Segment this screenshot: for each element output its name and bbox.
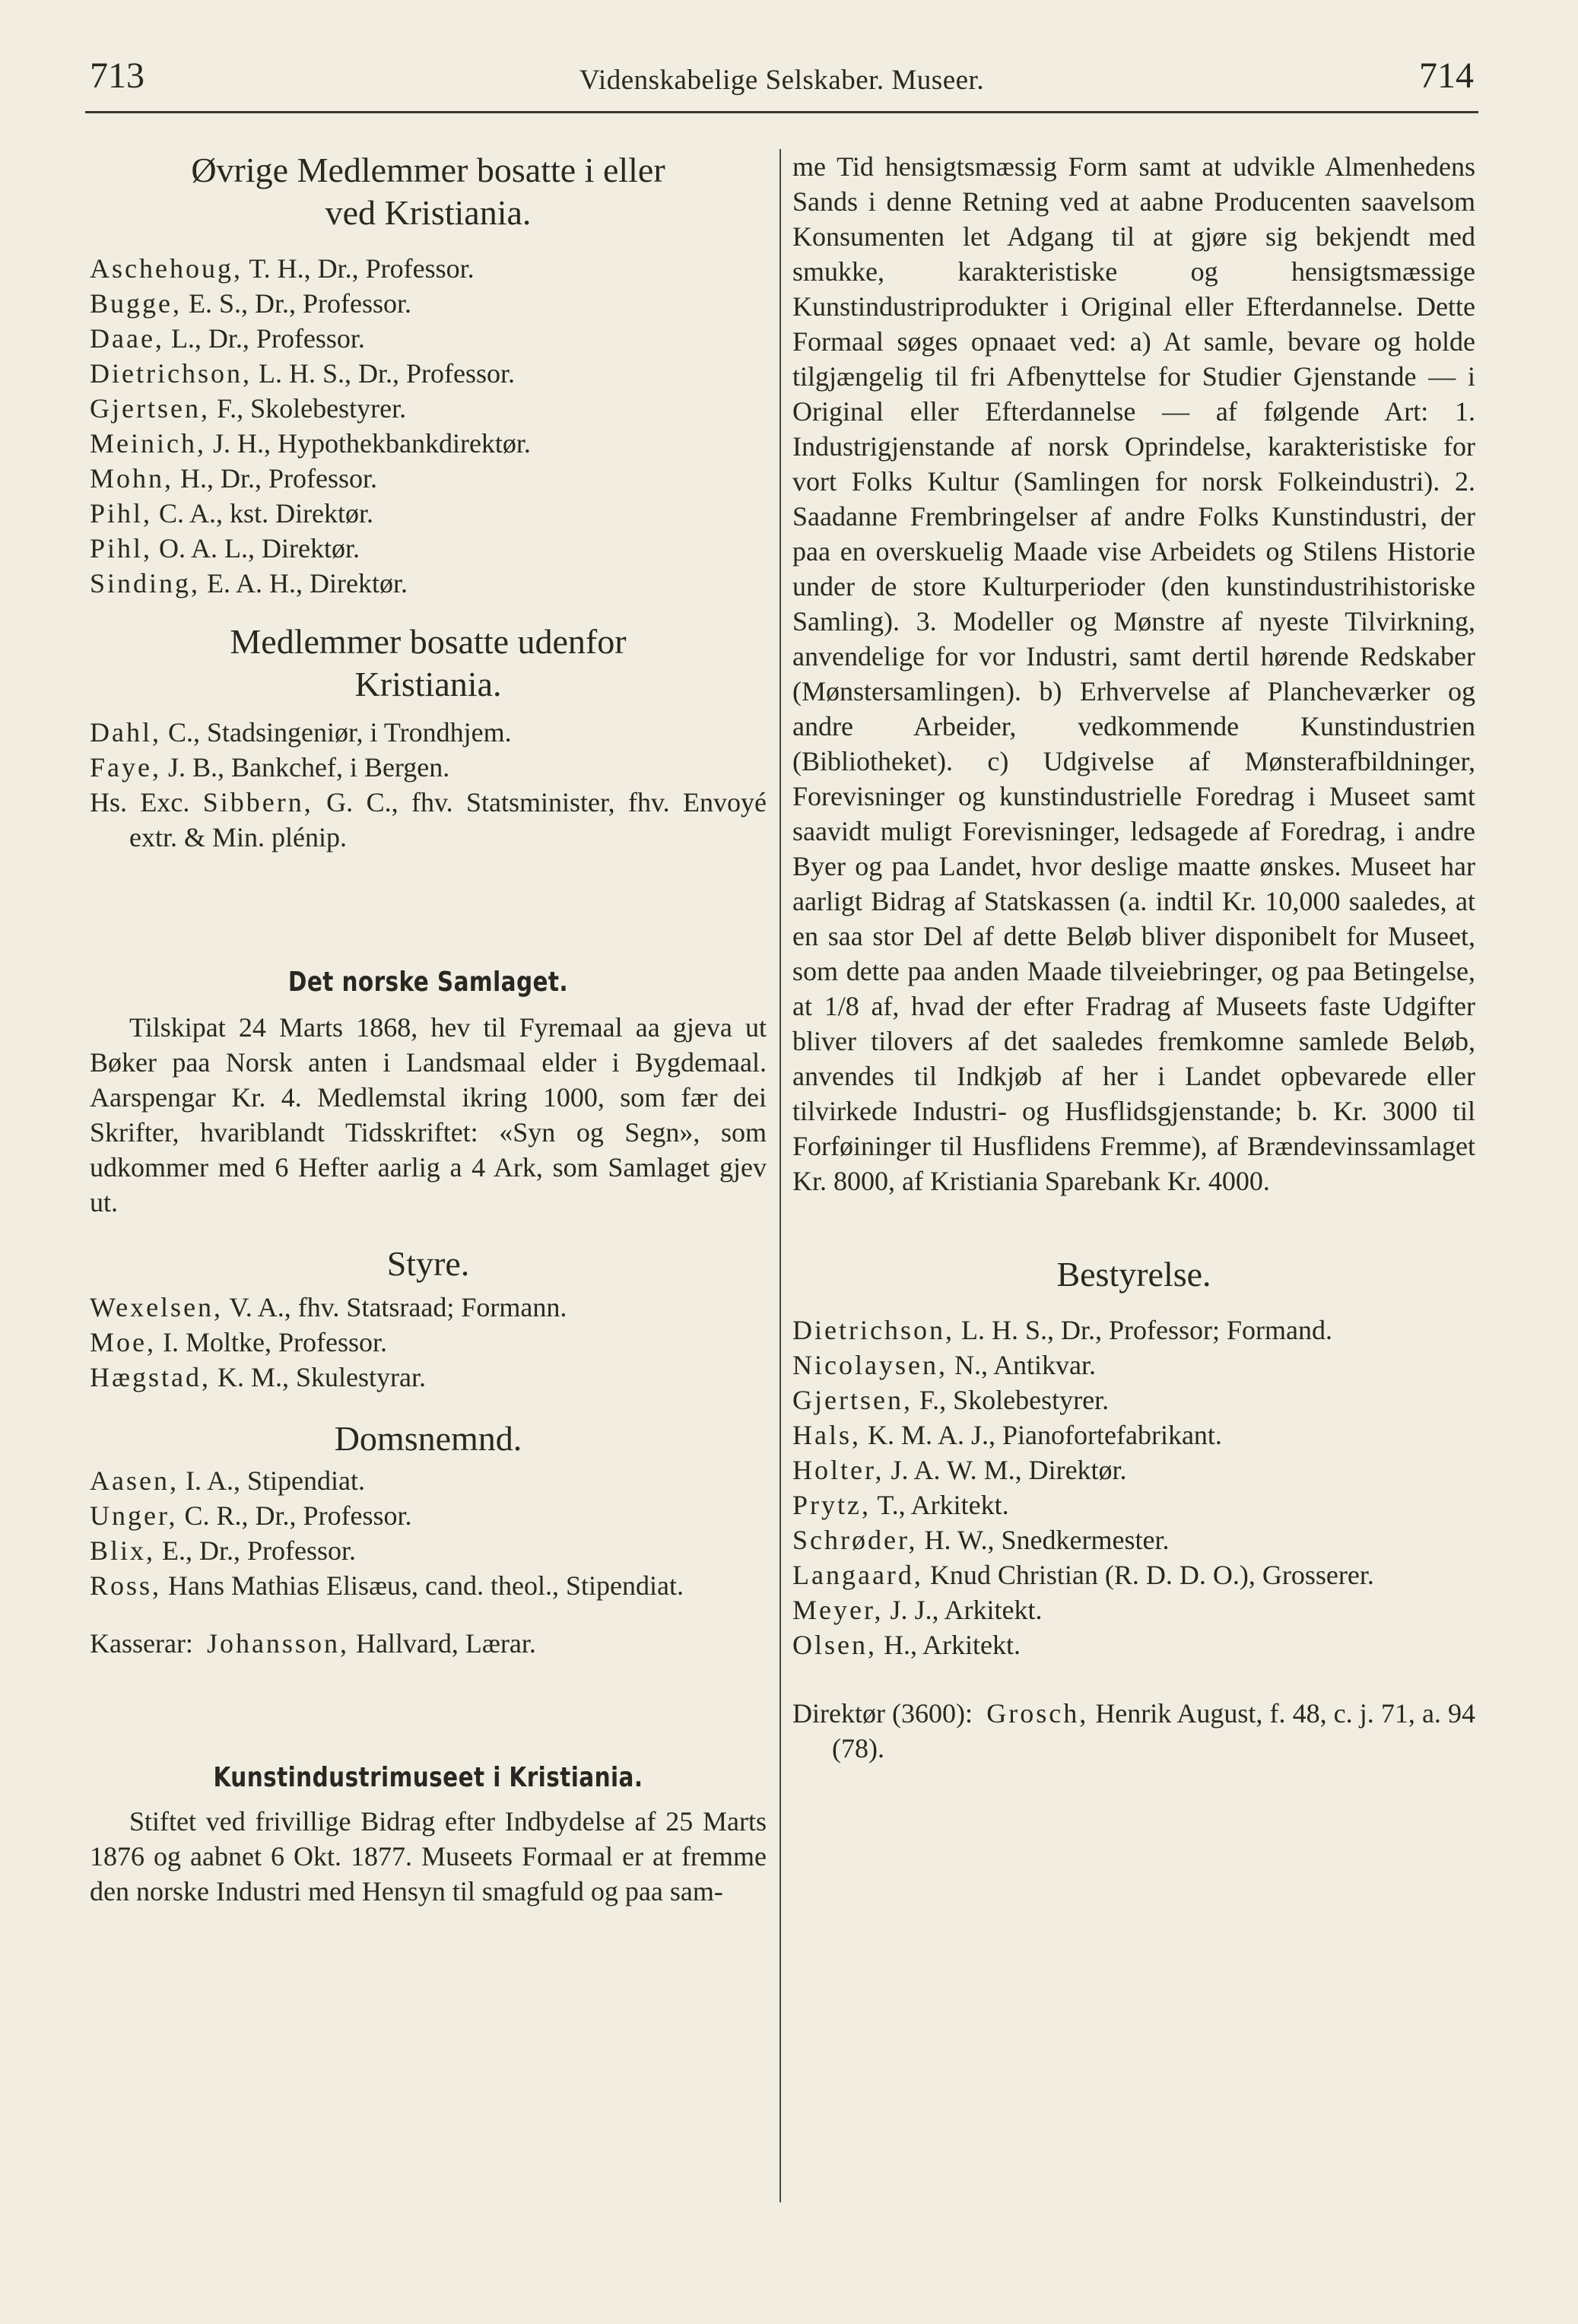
- entry-surname: Holter,: [792, 1455, 884, 1485]
- entry-prefix: Hs. Exc.: [90, 787, 203, 818]
- entry-surname: Bugge,: [90, 288, 182, 319]
- entry-surname: Sibbern,: [202, 787, 313, 818]
- members-kristiania-list: [90, 251, 767, 601]
- kasserar-name: Johansson,: [206, 1628, 349, 1659]
- domsnemnd-list: [90, 1463, 767, 1603]
- domsnemnd-entry: [90, 1463, 767, 1498]
- domsnemnd-entry: [90, 1533, 767, 1568]
- entry-details: J. B., Bankchef, i Bergen.: [160, 752, 450, 783]
- entry-details: I. Moltke, Professor.: [156, 1327, 387, 1357]
- entry-details: L. H. S., Dr., Professor; Formand.: [954, 1315, 1332, 1345]
- styre-entry: [90, 1360, 767, 1395]
- section-title-museum: Kunstindustrimuseet i Kristiania.: [213, 1762, 643, 1793]
- entry-details: L., Dr., Professor.: [164, 323, 365, 354]
- entry-details: E. A. H., Direktør.: [200, 568, 408, 598]
- bestyrelse-entry: [792, 1557, 1475, 1592]
- member-entry: [90, 750, 767, 785]
- entry-surname: Pihl,: [90, 533, 153, 564]
- entry-surname: Olsen,: [792, 1630, 877, 1660]
- right-column: [792, 149, 1475, 1766]
- entry-surname: Aschehoug,: [90, 253, 243, 284]
- entry-surname: Ross,: [90, 1570, 162, 1601]
- entry-details: J. J., Arkitekt.: [883, 1595, 1043, 1625]
- member-entry: [90, 356, 767, 391]
- entry-details: L. H. S., Dr., Professor.: [251, 358, 515, 389]
- member-entry: [90, 251, 767, 286]
- entry-details: C., Stadsingeniør, i Trondhjem.: [160, 717, 512, 748]
- entry-details: T. H., Dr., Professor.: [242, 253, 475, 284]
- entry-details: T., Arkitekt.: [871, 1490, 1009, 1520]
- entry-surname: Schrøder,: [792, 1525, 918, 1555]
- entry-details: E., Dr., Professor.: [155, 1535, 357, 1566]
- entry-details: O. A. L., Direktør.: [152, 533, 360, 564]
- entry-surname: Nicolaysen,: [792, 1350, 948, 1380]
- left-column: [90, 149, 767, 1909]
- member-entry: [90, 286, 767, 321]
- entry-details: K. M. A. J., Pianofortefabrikant.: [861, 1420, 1222, 1450]
- page-number-left: 713: [90, 56, 144, 96]
- bestyrelse-entry: [792, 1592, 1475, 1627]
- samlaget-text: Tilskipat 24 Marts 1868, hev til Fyremaal aa gjeva ut Bøker paa Norsk anten i Landsmaal elder i Bygdemaal. Aarspengar Kr. 4. Medlemstal ikring 1000, som fær dei Skrifter, hvariblandt Tidsskriftet: «Syn og Segn», som udkommer med 6 Hefter aarlig a 4 Ark, som Samlaget gjev ut.: [90, 1012, 767, 1218]
- entry-details: H. W., Snedkermester.: [917, 1525, 1170, 1555]
- museum-text-continued: me Tid hensigtsmæssig Form samt at udvikle Almenhedens Sands i denne Retning ved at aabne Producenten saavelsom Konsumenten let Adgang til at gjøre sig bekjendt med smukke, karakteristiske og hensigtsmæssige Kunstindustriprodukter i Original eller Efterdannelse. Dette Formaal søges opnaaet ved: a) At samle, bevare og holde tilgjængelig til fri Afbenyttelse for Studier Gjenstande — i Original eller Efterdannelse — af følgende Art: 1. Industrigjenstande af norsk Oprindelse, karakteristiske for vort Folks Kultur (Samlingen for norsk Folkeindustri). 2. Saadanne Frembringelser af andre Folks Kunstindustri, der paa en overskuelig Maade vise Arbeidets og Stilens Historie under de store Kulturperioder (den kunstindustrihistoriske Samling). 3. Modeller og Mønstre af nyeste Tilvirkning, anvendelige for vor Industri, samt dertil hørende Redskaber (Mønstersamlingen). b) Erhvervelse af Plancheværker og andre Arbeider, vedkommende Kunstindustrien (Bibliotheket). c) Udgivelse af Mønsterafbildninger, Forevisninger og kunstindustrielle Foredrag i Museet samt saavidt muligt Forevisninger, ledsagede af Foredrag, i andre Byer og paa Landet, hvor deslige maatte ønskes. Museet har aarligt Bidrag af Statskassen (a. indtil Kr. 10,000 saaledes, at en saa stor Del af dette Beløb bliver disponibelt for Museet, som dette paa anden Maade tilveiebringer, og paa Betingelse, at 1/8 af, hvad der efter Fradrag af Museets faste Udgifter bliver tilovers af det saaledes fremkomne samlede Beløb, anvendes til Indkjøb af her i Landet opbevarede eller tilvirkede Industri- og Husflidsgjenstande; b. Kr. 3000 til Forføininger til Husflidens Fremme), af Brændevinssamlaget Kr. 8000, af Kristiania Sparebank Kr. 4000.: [792, 151, 1475, 1196]
- entry-surname: Meinich,: [90, 428, 206, 459]
- entry-surname: Hals,: [792, 1420, 861, 1450]
- entry-surname: Mohn,: [90, 463, 174, 494]
- page-header: [90, 55, 1474, 108]
- entry-details: V. A., fhv. Statsraad; Formann.: [223, 1292, 567, 1322]
- running-title: Videnskabelige Selskaber. Museer.: [579, 65, 985, 96]
- entry-details: F., Skolebestyrer.: [209, 393, 407, 424]
- entry-details: N., Antikvar.: [947, 1350, 1096, 1380]
- entry-details: H., Dr., Professor.: [173, 463, 378, 494]
- member-entry: [90, 496, 767, 531]
- entry-details: Hans Mathias Elisæus, cand. theol., Stipendiat.: [161, 1570, 684, 1601]
- section-title-bestyrelse: Bestyrelse.: [1056, 1255, 1211, 1294]
- member-entry: [90, 426, 767, 461]
- section-title-domsnemnd: Domsnemnd.: [334, 1419, 522, 1458]
- entry-surname: Wexelsen,: [90, 1292, 224, 1322]
- entry-details: H., Arkitekt.: [877, 1630, 1021, 1660]
- entry-surname: Aasen,: [90, 1465, 179, 1496]
- page-number-right: 714: [1419, 56, 1474, 96]
- header-rule: [85, 111, 1478, 113]
- entry-surname: Blix,: [90, 1535, 156, 1566]
- entry-surname: Gjertsen,: [792, 1385, 913, 1415]
- member-entry: [90, 461, 767, 496]
- member-entry: [90, 785, 767, 855]
- museum-text-start: Stiftet ved frivillige Bidrag efter Indbydelse af 25 Marts 1876 og aabnet 6 Okt. 1877. Museets Formaal er at fremme den norske Industri med Hensyn til smagfuld og paa sam-: [90, 1806, 767, 1907]
- member-entry: [90, 391, 767, 426]
- entry-details: J. H., Hypothekbankdirektør.: [205, 428, 531, 459]
- bestyrelse-entry: [792, 1627, 1475, 1662]
- bestyrelse-entry: [792, 1313, 1475, 1348]
- bestyrelse-entry: [792, 1522, 1475, 1557]
- entry-surname: Hægstad,: [90, 1362, 211, 1392]
- bestyrelse-entry: [792, 1487, 1475, 1522]
- member-entry: [90, 321, 767, 356]
- entry-surname: Daae,: [90, 323, 164, 354]
- domsnemnd-entry: [90, 1568, 767, 1603]
- entry-surname: Unger,: [90, 1500, 178, 1531]
- direktor-line: [792, 1696, 1475, 1766]
- kasserar-rest: Hallvard, Lærar.: [348, 1628, 536, 1659]
- styre-entry: [90, 1290, 767, 1325]
- direktor-rest: Henrik August, f. 48, c. j. 71, a. 94 (78).: [832, 1698, 1476, 1764]
- entry-details: C. A., kst. Direktør.: [152, 498, 374, 529]
- bestyrelse-entry: [792, 1383, 1475, 1418]
- entry-surname: Prytz,: [792, 1490, 871, 1520]
- column-divider: [779, 149, 781, 2202]
- entry-surname: Gjertsen,: [90, 393, 210, 424]
- entry-surname: Pihl,: [90, 498, 153, 529]
- member-entry: [90, 566, 767, 601]
- kasserar-line: [90, 1626, 767, 1661]
- entry-details: Knud Christian (R. D. D. O.), Grosserer.: [922, 1560, 1374, 1590]
- bestyrelse-entry: [792, 1452, 1475, 1487]
- entry-details: I. A., Stipendiat.: [178, 1465, 365, 1496]
- entry-surname: Dahl,: [90, 717, 161, 748]
- entry-details: K. M., Skulestyrar.: [211, 1362, 426, 1392]
- kasserar-label: Kasserar:: [90, 1628, 193, 1659]
- entry-details: E. S., Dr., Professor.: [182, 288, 412, 319]
- section-title-samlaget: Det norske Samlaget.: [287, 967, 569, 998]
- section-title-members-outside: Medlemmer bosatte udenfor Kristiania.: [230, 622, 627, 703]
- entry-surname: Langaard,: [792, 1560, 923, 1590]
- entry-surname: Sinding,: [90, 568, 201, 598]
- styre-entry: [90, 1325, 767, 1360]
- domsnemnd-entry: [90, 1498, 767, 1533]
- members-outside-list: [90, 715, 767, 855]
- entry-details: F., Skolebestyrer.: [912, 1385, 1110, 1415]
- styre-list: [90, 1290, 767, 1395]
- section-title-members-kristiania: Øvrige Medlemmer bosatte i eller ved Kristiania.: [191, 151, 665, 232]
- entry-details: J. A. W. M., Direktør.: [884, 1455, 1127, 1485]
- bestyrelse-entry: [792, 1348, 1475, 1383]
- member-entry: [90, 531, 767, 566]
- entry-surname: Meyer,: [792, 1595, 884, 1625]
- member-entry: [90, 715, 767, 750]
- entry-details: G. C., fhv. Statsminister, fhv. Envoyé extr. & Min. plénip.: [129, 787, 767, 852]
- entry-surname: Dietrichson,: [90, 358, 252, 389]
- section-title-styre: Styre.: [386, 1244, 470, 1283]
- bestyrelse-entry: [792, 1418, 1475, 1452]
- entry-surname: Moe,: [90, 1327, 156, 1357]
- direktor-label: Direktør (3600):: [792, 1698, 973, 1729]
- entry-surname: Dietrichson,: [792, 1315, 954, 1345]
- entry-surname: Faye,: [90, 752, 161, 783]
- entry-details: C. R., Dr., Professor.: [177, 1500, 412, 1531]
- direktor-name: Grosch,: [986, 1698, 1089, 1729]
- bestyrelse-list: [792, 1313, 1475, 1662]
